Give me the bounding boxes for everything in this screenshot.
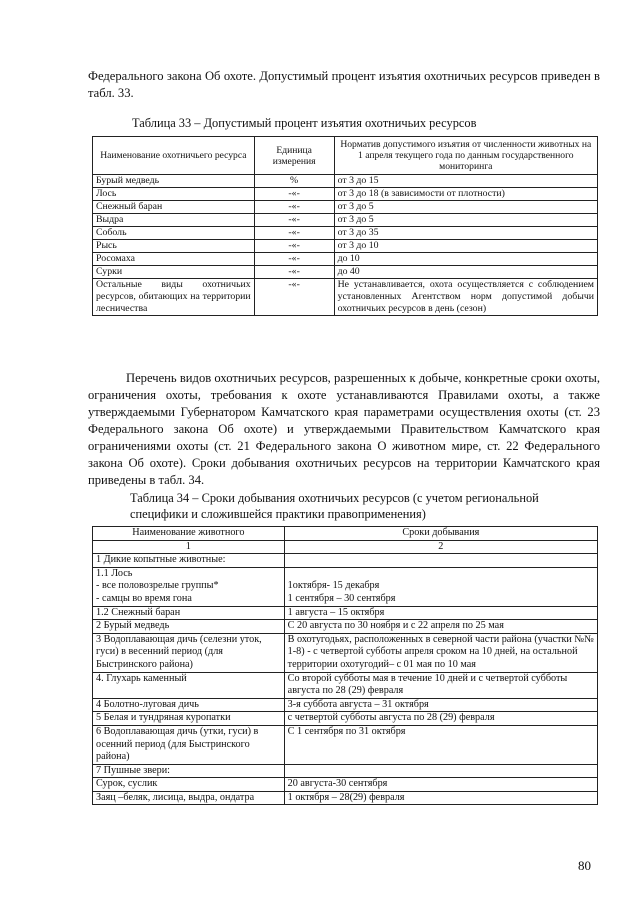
cell: -«- [254, 214, 334, 227]
table-row [93, 672, 598, 698]
header-periods: Сроки добывания [284, 527, 597, 541]
cell: -«- [254, 279, 334, 316]
cell: Росомаха [93, 253, 255, 266]
table-row [93, 554, 598, 568]
table-row [93, 778, 598, 792]
table-row [93, 214, 598, 227]
table-row [93, 712, 598, 726]
cell: -«- [254, 201, 334, 214]
cell: -«- [254, 227, 334, 240]
cell: Снежный баран [93, 201, 255, 214]
cell: -«- [254, 188, 334, 201]
table-row [93, 175, 598, 188]
period-cell: 1 октября – 28(29) февраля [284, 791, 597, 805]
period-cell: В охотугодьях, расположенных в северной части района (участки №№ 1-8) - с четвертой субботы апреля сроком на 10 дней, на остальной территории охотугодий– с 01 мая по 10 мая [284, 633, 597, 672]
table-row [93, 240, 598, 253]
animal-cell: Заяц –беляк, лисица, выдра, ондатра [93, 791, 285, 805]
cell: -«- [254, 240, 334, 253]
period-cell [284, 554, 597, 568]
animal-cell: 1.2 Снежный баран [93, 606, 285, 620]
cell: Лось [93, 188, 255, 201]
cell: Бурый медведь [93, 175, 255, 188]
table-row [93, 188, 598, 201]
cell: Не устанавливается, охота осуществляется с соблюдением установленных Агентством норм допустимой добычи охотничьих ресурсов в день (сезон) [334, 279, 597, 316]
header-resource: Наименование охотничьего ресурса [93, 137, 255, 175]
period-cell: 1октября- 15 декабря 1 сентября – 30 сентября [284, 567, 597, 606]
page-number: 80 [578, 858, 591, 873]
cell: от 3 до 10 [334, 240, 597, 253]
cell: -«- [254, 266, 334, 279]
period-cell [284, 764, 597, 778]
table34-caption: Таблица 34 – Сроки добывания охотничьих ресурсов (с учетом региональной специфики и сложившейся практики правоприменения) [130, 491, 539, 521]
cell: от 3 до 5 [334, 214, 597, 227]
col-number: 2 [284, 540, 597, 554]
cell: от 3 до 5 [334, 201, 597, 214]
animal-cell: 4 Болотно-луговая дичь [93, 698, 285, 712]
cell: Остальные виды охотничьих ресурсов, обитающих на территории лесничества [93, 279, 255, 316]
period-cell: 3-я суббота августа – 31 октября [284, 698, 597, 712]
table-row [93, 201, 598, 214]
period-cell: С 20 августа по 30 ноября и с 22 апреля по 25 мая [284, 620, 597, 634]
animal-cell: 6 Водоплавающая дичь (утки, гуси) в осенний период (для Быстринского района) [93, 725, 285, 764]
table-row [93, 791, 598, 805]
column-number-row [93, 540, 598, 554]
cell: Сурки [93, 266, 255, 279]
animal-cell: 7 Пушные звери: [93, 764, 285, 778]
table-row [93, 227, 598, 240]
cell: от 3 до 15 [334, 175, 597, 188]
cell: до 10 [334, 253, 597, 266]
animal-cell: 4. Глухарь каменный [93, 672, 285, 698]
table-row [93, 279, 598, 316]
table-row [93, 633, 598, 672]
table-row [93, 764, 598, 778]
period-cell: 20 августа-30 сентября [284, 778, 597, 792]
period-cell: Со второй субботы мая в течение 10 дней и с четвертой субботы августа по 28 (29) февраля [284, 672, 597, 698]
period-cell: 1 августа – 15 октября [284, 606, 597, 620]
cell: Выдра [93, 214, 255, 227]
table-row [93, 606, 598, 620]
col-number: 1 [93, 540, 285, 554]
period-cell: С 1 сентября по 31 октября [284, 725, 597, 764]
permitted-harvest-table [92, 136, 598, 316]
cell: Соболь [93, 227, 255, 240]
animal-cell: 5 Белая и тундряная куропатки [93, 712, 285, 726]
cell: от 3 до 18 (в зависимости от плотности) [334, 188, 597, 201]
table-row [93, 620, 598, 634]
animal-cell: 1 Дикие копытные животные: [93, 554, 285, 568]
header-unit: Единица измерения [254, 137, 334, 175]
animal-cell: 2 Бурый медведь [93, 620, 285, 634]
table-header-row [93, 527, 598, 541]
cell: до 40 [334, 266, 597, 279]
intro-paragraph: Федерального закона Об охоте. Допустимый процент изъятия охотничьих ресурсов приведен в табл. 33. [88, 69, 600, 100]
table-row [93, 253, 598, 266]
hunting-rules-paragraph: Перечень видов охотничьих ресурсов, разрешенных к добыче, конкретные сроки охоты, ограничения охоты, требования к охоте устанавливаются Правилами охоты, а также утверждаемыми Губернатором Камчатского края параметрами осуществления охоты (ст. 23 Федерального закона Об охоте) и утверждаемыми Правительством Камчатского края ограничениями охоты (ст. 21 Федерального закона О животном мире, ст. 22 Федерального закона Об охоте). Сроки добывания охотничьих ресурсов на территории Камчатского края приведены в табл. 34. [88, 371, 600, 487]
cell: -«- [254, 253, 334, 266]
table-row [93, 698, 598, 712]
cell: % [254, 175, 334, 188]
table-row [93, 266, 598, 279]
table-row [93, 567, 598, 606]
cell: Рысь [93, 240, 255, 253]
cell: от 3 до 35 [334, 227, 597, 240]
animal-cell: Сурок, суслик [93, 778, 285, 792]
animal-cell: 3 Водоплавающая дичь (селезни уток, гуси) в весенний период (для Быстринского района) [93, 633, 285, 672]
table-row [93, 725, 598, 764]
period-cell: с четвертой субботы августа по 28 (29) февраля [284, 712, 597, 726]
animal-cell: 1.1 Лось - все половозрелые группы* - самцы во время гона [93, 567, 285, 606]
table-header-row [93, 137, 598, 175]
header-animal: Наименование животного [93, 527, 285, 541]
hunting-periods-table [92, 526, 598, 805]
table33-caption: Таблица 33 – Допустимый процент изъятия охотничьих ресурсов [132, 116, 477, 130]
header-norm: Норматив допустимого изъятия от численности животных на 1 апреля текущего года по данным государственного мониторинга [334, 137, 597, 175]
